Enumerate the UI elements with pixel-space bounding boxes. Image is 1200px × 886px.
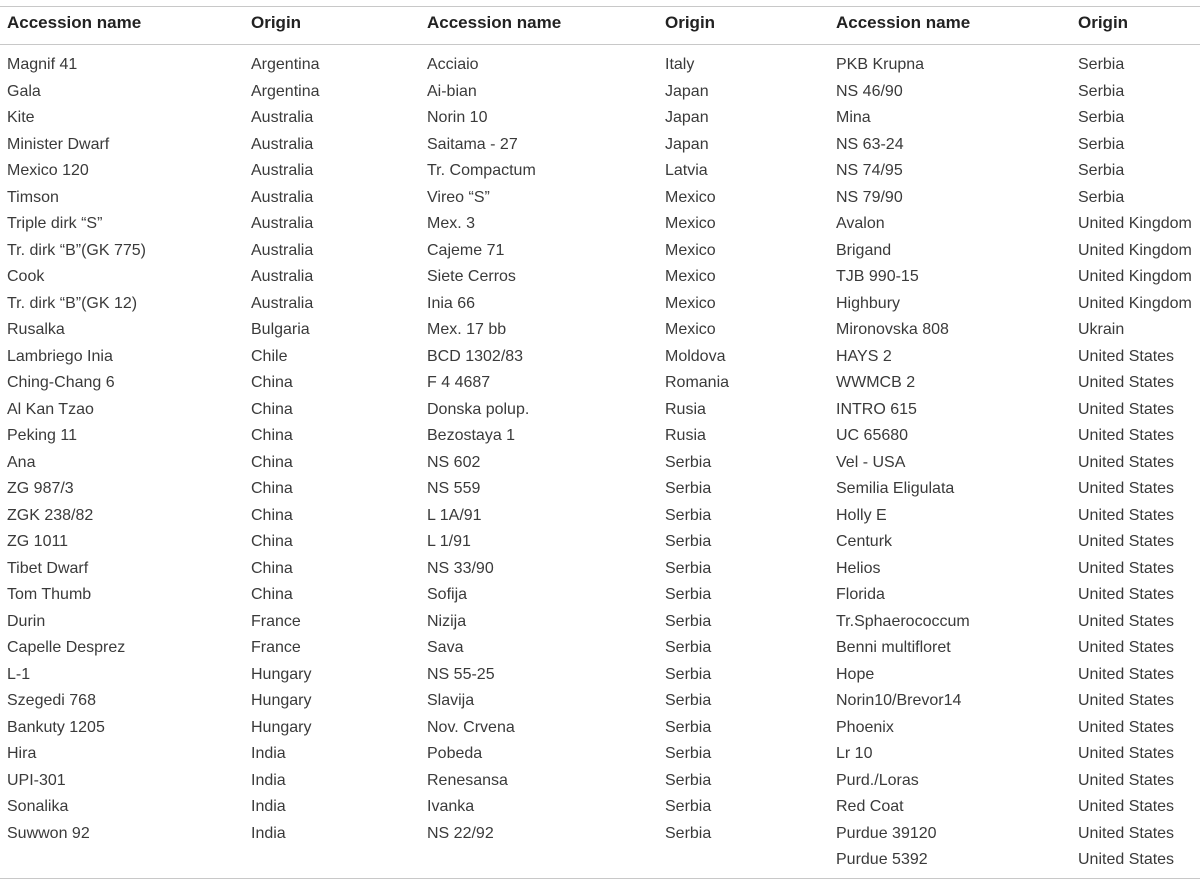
origin-cell: United States [1078, 427, 1175, 444]
accession-name-cell: Red Coat [836, 798, 904, 815]
accession-name-cell: Slavija [427, 692, 475, 709]
origin-cell: China [251, 454, 293, 471]
accession-name-cell: Avalon [836, 215, 885, 232]
origin-cell: United Kingdom [1078, 268, 1192, 285]
accession-name-cell: Purd./Loras [836, 772, 919, 789]
accession-name-cell: F 4 4687 [427, 374, 491, 391]
origin-cell: Rusia [665, 401, 706, 418]
accession-name-cell: Nizija [427, 613, 467, 630]
accession-name-cell: Triple dirk “S” [7, 215, 103, 232]
accession-name-cell: Szegedi 768 [7, 692, 96, 709]
origin-cell: Mexico [665, 242, 716, 259]
accession-name-cell: Tom Thumb [7, 586, 92, 603]
origin-cell: India [251, 745, 286, 762]
accession-name-cell: Peking 11 [7, 427, 77, 444]
accession-name-cell: UC 65680 [836, 427, 909, 444]
accession-name-cell: Gala [7, 83, 41, 100]
accession-name-cell: Tr. dirk “B”(GK 12) [7, 295, 138, 312]
origin-cell: India [251, 825, 286, 842]
accession-name-cell: Tr. Compactum [427, 162, 536, 179]
origin-cell: United Kingdom [1078, 242, 1192, 259]
accession-name-cell: L-1 [7, 666, 31, 683]
origin-cell: United States [1078, 745, 1175, 762]
accession-name-cell: Mex. 17 bb [427, 321, 507, 338]
accession-name-cell: Cook [7, 268, 45, 285]
origin-cell: United States [1078, 719, 1175, 736]
accession-name-cell: BCD 1302/83 [427, 348, 524, 365]
accession-name-cell: INTRO 615 [836, 401, 917, 418]
origin-cell: Serbia [665, 772, 712, 789]
accession-name-cell: Saitama - 27 [427, 136, 518, 153]
accession-name-cell: Norin10/Brevor14 [836, 692, 962, 709]
origin-cell: Serbia [665, 454, 712, 471]
accession-name-cell: Florida [836, 586, 885, 603]
header-origin-1: Origin [251, 13, 302, 32]
accession-name-cell: NS 559 [427, 480, 481, 497]
accession-name-cell: L 1A/91 [427, 507, 482, 524]
accession-name-cell: Kite [7, 109, 35, 126]
origin-cell: Romania [665, 374, 730, 391]
accession-name-cell: WWMCB 2 [836, 374, 916, 391]
accession-name-cell: Hope [836, 666, 875, 683]
origin-cell: China [251, 401, 293, 418]
accession-name-cell: Inia 66 [427, 295, 476, 312]
origin-cell: Hungary [251, 719, 312, 736]
accession-name-cell: ZG 1011 [7, 533, 69, 550]
accession-name-cell: Nov. Crvena [427, 719, 515, 736]
origin-cell: Australia [251, 268, 314, 285]
accession-name-cell: Mexico 120 [7, 162, 89, 179]
accession-name-cell: Ana [7, 454, 36, 471]
origin-cell: Ukrain [1078, 321, 1125, 338]
accession-name-cell: Cajeme 71 [427, 242, 505, 259]
origin-cell: United Kingdom [1078, 295, 1192, 312]
origin-cell: United States [1078, 639, 1175, 656]
origin-cell: Serbia [665, 560, 712, 577]
origin-cell: United States [1078, 666, 1175, 683]
accession-name-cell: ZG 987/3 [7, 480, 74, 497]
origin-cell: Rusia [665, 427, 706, 444]
origin-cell: Latvia [665, 162, 708, 179]
accession-name-cell: Donska polup. [427, 401, 530, 418]
accession-name-cell: Timson [7, 189, 59, 206]
accession-name-cell: Lr 10 [836, 745, 873, 762]
accession-name-cell: Ching-Chang 6 [7, 374, 115, 391]
origin-cell: Serbia [665, 798, 712, 815]
origin-cell: Serbia [665, 692, 712, 709]
origin-cell: China [251, 374, 293, 391]
origin-cell: Argentina [251, 83, 320, 100]
accession-name-cell: TJB 990-15 [836, 268, 919, 285]
accession-name-cell: UPI-301 [7, 772, 66, 789]
origin-cell: Mexico [665, 215, 716, 232]
accession-name-cell: NS 602 [427, 454, 481, 471]
origin-cell: Mexico [665, 268, 716, 285]
origin-cell: United Kingdom [1078, 215, 1192, 232]
accession-name-cell: Capelle Desprez [7, 639, 126, 656]
origin-cell: Serbia [665, 586, 712, 603]
origin-cell: Bulgaria [251, 321, 310, 338]
origin-cell: China [251, 480, 293, 497]
accession-name-cell: Sofija [427, 586, 468, 603]
accession-name-cell: Durin [7, 613, 46, 630]
origin-cell: United States [1078, 348, 1175, 365]
origin-cell: Australia [251, 162, 314, 179]
origin-cell: France [251, 639, 301, 656]
accession-name-cell: Mironovska 808 [836, 321, 949, 338]
accession-name-cell: Al Kan Tzao [7, 401, 94, 418]
origin-cell: Chile [251, 348, 288, 365]
origin-cell: Serbia [665, 533, 712, 550]
origin-cell: Serbia [665, 666, 712, 683]
origin-cell: Serbia [665, 719, 712, 736]
origin-cell: China [251, 533, 293, 550]
origin-cell: China [251, 427, 293, 444]
origin-cell: Serbia [665, 639, 712, 656]
accession-name-cell: Minister Dwarf [7, 136, 110, 153]
origin-cell: Italy [665, 56, 695, 73]
accession-name-cell: Purdue 39120 [836, 825, 937, 842]
accession-name-cell: Pobeda [427, 745, 483, 762]
accession-name-cell: Tr. dirk “B”(GK 775) [7, 242, 146, 259]
origin-cell: Australia [251, 215, 314, 232]
accession-name-cell: ZGK 238/82 [7, 507, 94, 524]
accession-name-cell: Mex. 3 [427, 215, 476, 232]
accession-name-cell: NS 46/90 [836, 83, 903, 100]
accession-name-cell: Norin 10 [427, 109, 488, 126]
origin-cell: Japan [665, 136, 709, 153]
accession-name-cell: NS 22/92 [427, 825, 494, 842]
origin-cell: Serbia [665, 825, 712, 842]
accession-name-cell: Bankuty 1205 [7, 719, 105, 736]
origin-cell: Australia [251, 295, 314, 312]
origin-cell: Moldova [665, 348, 726, 365]
origin-cell: Australia [251, 189, 314, 206]
origin-cell: Serbia [665, 613, 712, 630]
accession-name-cell: NS 79/90 [836, 189, 903, 206]
accession-name-cell: L 1/91 [427, 533, 471, 550]
origin-cell: Mexico [665, 189, 716, 206]
accession-name-cell: Bezostaya 1 [427, 427, 516, 444]
origin-cell: United States [1078, 454, 1175, 471]
origin-cell: Serbia [1078, 56, 1125, 73]
accession-name-cell: Highbury [836, 295, 901, 312]
origin-cell: Serbia [1078, 83, 1125, 100]
origin-cell: India [251, 772, 286, 789]
origin-cell: Serbia [1078, 109, 1125, 126]
accession-name-cell: Rusalka [7, 321, 65, 338]
origin-cell: United States [1078, 851, 1175, 868]
accession-name-cell: NS 63-24 [836, 136, 904, 153]
accession-name-cell: NS 33/90 [427, 560, 494, 577]
origin-cell: Japan [665, 83, 709, 100]
accession-name-cell: Suwwon 92 [7, 825, 90, 842]
origin-cell: Australia [251, 242, 314, 259]
accession-name-cell: Semilia Eligulata [836, 480, 955, 497]
origin-cell: Mexico [665, 321, 716, 338]
header-accession-name-1: Accession name [7, 13, 142, 32]
accession-name-cell: Purdue 5392 [836, 851, 928, 868]
accession-name-cell: Ai-bian [427, 83, 477, 100]
origin-cell: Australia [251, 136, 314, 153]
accession-name-cell: Mina [836, 109, 871, 126]
accession-name-cell: Holly E [836, 507, 887, 524]
accession-name-cell: Centurk [836, 533, 893, 550]
origin-cell: Hungary [251, 692, 312, 709]
header-origin-3: Origin [1078, 13, 1129, 32]
accession-name-cell: PKB Krupna [836, 56, 925, 73]
header-accession-name-3: Accession name [836, 13, 971, 32]
header-rule [0, 44, 1200, 45]
accession-name-cell: Phoenix [836, 719, 894, 736]
origin-cell: Serbia [665, 480, 712, 497]
origin-cell: Hungary [251, 666, 312, 683]
accession-name-cell: Ivanka [427, 798, 475, 815]
accession-name-cell: Tibet Dwarf [7, 560, 89, 577]
origin-cell: China [251, 560, 293, 577]
origin-cell: Australia [251, 109, 314, 126]
accession-name-cell: Lambriego Inia [7, 348, 113, 365]
accession-name-cell: Renesansa [427, 772, 508, 789]
origin-cell: United States [1078, 401, 1175, 418]
accession-name-cell: Brigand [836, 242, 892, 259]
header-origin-2: Origin [665, 13, 716, 32]
origin-cell: United States [1078, 560, 1175, 577]
accession-name-cell: HAYS 2 [836, 348, 892, 365]
origin-cell: Argentina [251, 56, 320, 73]
origin-cell: Serbia [1078, 136, 1125, 153]
origin-cell: United States [1078, 586, 1175, 603]
origin-cell: Serbia [665, 507, 712, 524]
origin-cell: United States [1078, 374, 1175, 391]
accession-name-cell: Benni multifloret [836, 639, 951, 656]
origin-cell: United States [1078, 692, 1175, 709]
accession-name-cell: Magnif 41 [7, 56, 78, 73]
accession-name-cell: Siete Cerros [427, 268, 516, 285]
origin-cell: Serbia [1078, 162, 1125, 179]
origin-cell: United States [1078, 507, 1175, 524]
accession-name-cell: Vireo “S” [427, 189, 490, 206]
bottom-rule [0, 878, 1200, 879]
origin-cell: United States [1078, 613, 1175, 630]
accession-name-cell: Hira [7, 745, 37, 762]
origin-cell: India [251, 798, 286, 815]
origin-cell: United States [1078, 480, 1175, 497]
accession-name-cell: Tr.Sphaerococcum [836, 613, 970, 630]
accession-name-cell: NS 55-25 [427, 666, 495, 683]
origin-cell: France [251, 613, 301, 630]
origin-cell: Mexico [665, 295, 716, 312]
origin-cell: Serbia [665, 745, 712, 762]
origin-cell: United States [1078, 798, 1175, 815]
origin-cell: China [251, 586, 293, 603]
header-accession-name-2: Accession name [427, 13, 562, 32]
origin-cell: China [251, 507, 293, 524]
origin-cell: Serbia [1078, 189, 1125, 206]
origin-cell: United States [1078, 772, 1175, 789]
origin-cell: Japan [665, 109, 709, 126]
origin-cell: United States [1078, 533, 1175, 550]
accession-name-cell: Sava [427, 639, 464, 656]
accession-name-cell: Acciaio [427, 56, 479, 73]
origin-cell: United States [1078, 825, 1175, 842]
accession-name-cell: Helios [836, 560, 881, 577]
accession-name-cell: Sonalika [7, 798, 69, 815]
accession-name-cell: Vel - USA [836, 454, 906, 471]
top-rule [0, 6, 1200, 7]
accession-name-cell: NS 74/95 [836, 162, 903, 179]
